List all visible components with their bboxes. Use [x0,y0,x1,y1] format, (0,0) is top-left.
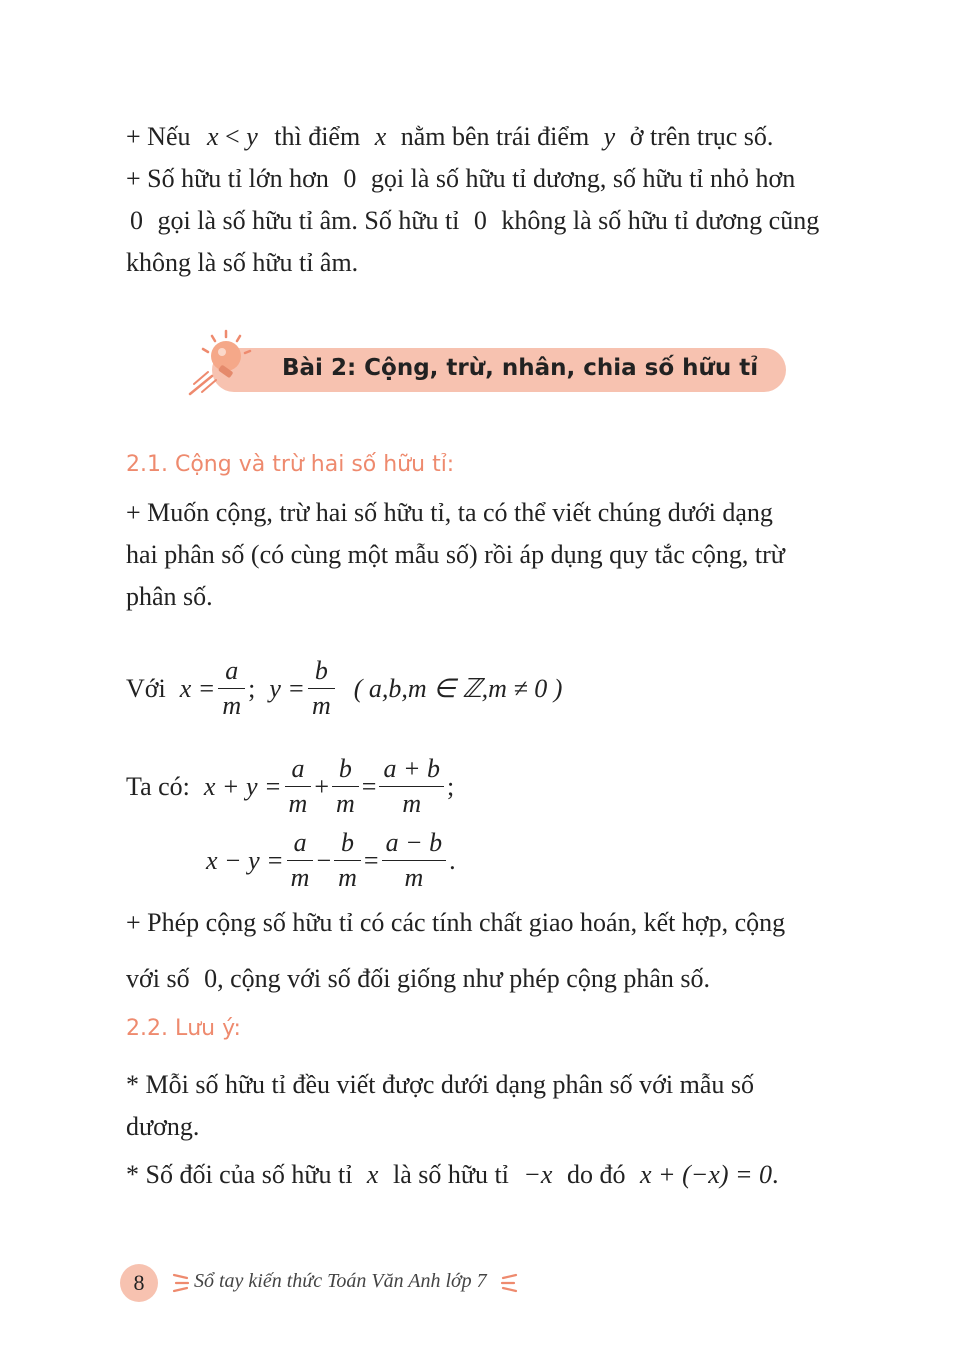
math-var: x [374,122,387,151]
fraction-b-over-m: $\frac{b}{m}$ [308,654,335,723]
paragraph-line: phân số. [126,582,213,611]
paragraph-line: * Số đối của số hữu tỉ x là số hữu tỉ −x do đó x + (−x) = 0. [126,1160,779,1189]
book-title: Sổ tay kiến thức Toán Văn Anh lớp 7 [194,1270,487,1292]
intro-text: không là số hữu tỉ dương cũng [501,206,820,235]
math-number: 0 [130,206,143,235]
math-var: x [206,122,219,151]
intro-text: gọi là số hữu tỉ âm. Số hữu tỉ [157,206,460,235]
math-sep: ; [447,771,455,801]
paragraph-line: với số 0, cộng với số đối giống như phép cộng phân số. [126,964,711,993]
intro-line-1 [126,122,773,152]
intro-line-3 [130,206,819,236]
lightbulb-rocket-icon [182,326,254,398]
paragraph-line: hai phân số (có cùng một mẫu số) rồi áp dụng quy tắc cộng, trừ [126,540,785,569]
left-swoosh-icon [172,1272,190,1294]
section-heading-2-1: 2.1. Cộng và trừ hai số hữu tỉ: [126,452,455,477]
sum-formula [126,752,454,821]
intro-text: thì điểm [274,122,361,151]
section-heading-2-2: 2.2. Lưu ý: [126,1016,241,1041]
math-number: 0 [343,164,357,193]
math-number: 0 [204,964,218,993]
math-lhs: x − y = [206,845,284,875]
page-number: 8 [120,1264,158,1302]
math-op: = [363,845,379,875]
intro-text: + Số hữu tỉ lớn hơn [126,164,329,193]
math-op: + [314,771,329,801]
fraction: $\frac{a}{m}$ [285,752,312,821]
paragraph-line: + Phép cộng số hữu tỉ có các tính chất giao hoán, kết hợp, cộng [126,908,786,937]
difference-formula [206,826,456,895]
definition-formula [126,654,562,723]
math-number: 0 [473,206,487,235]
fraction: $\frac{a}{m}$ [287,826,314,895]
math-expr: −x [523,1160,553,1189]
math-sep: ; [248,673,256,703]
math-var: y [246,122,258,151]
math-sep: . [449,845,456,875]
intro-text: ở trên trục số. [629,122,774,151]
fraction-a-over-m: $\frac{a}{m}$ [218,654,245,723]
math-op: = [361,771,377,801]
fraction: $\frac{b}{m}$ [334,826,361,895]
right-swoosh-icon [500,1272,518,1294]
paragraph-line: + Muốn cộng, trừ hai số hữu tỉ, ta có thể viết chúng dưới dạng [126,498,773,527]
fraction: $\frac{a - b}{m}$ [382,826,447,895]
intro-text: nằm bên trái điểm [400,122,590,151]
math-var: x [366,1160,379,1189]
math-condition: ( a,b,m ∈ ℤ,m ≠ 0 ) [353,673,563,703]
math-op: < [225,122,240,151]
lesson-title: Bài 2: Cộng, trừ, nhân, chia số hữu tỉ [282,355,759,381]
math-var: y [603,122,616,151]
intro-line-4: không là số hữu tỉ âm. [126,248,359,277]
paragraph-line: dương. [126,1112,200,1141]
math-lhs: x = [179,673,216,703]
math-lhs: x + y = [203,771,282,801]
fraction: $\frac{b}{m}$ [332,752,359,821]
math-op: − [316,845,332,875]
math-expr: x + (−x) = 0 [639,1160,773,1189]
formula-label: Ta có: [126,771,190,801]
paragraph-line: * Mỗi số hữu tỉ đều viết được dưới dạng phân số với mẫu số [126,1070,755,1099]
intro-text: gọi là số hữu tỉ dương, số hữu tỉ nhỏ hơn [370,164,796,193]
intro-text: + Nếu [126,122,191,151]
fraction: $\frac{a + b}{m}$ [379,752,444,821]
math-lhs: y = [269,673,305,703]
formula-label: Với [126,673,166,703]
intro-line-2 [126,164,795,194]
